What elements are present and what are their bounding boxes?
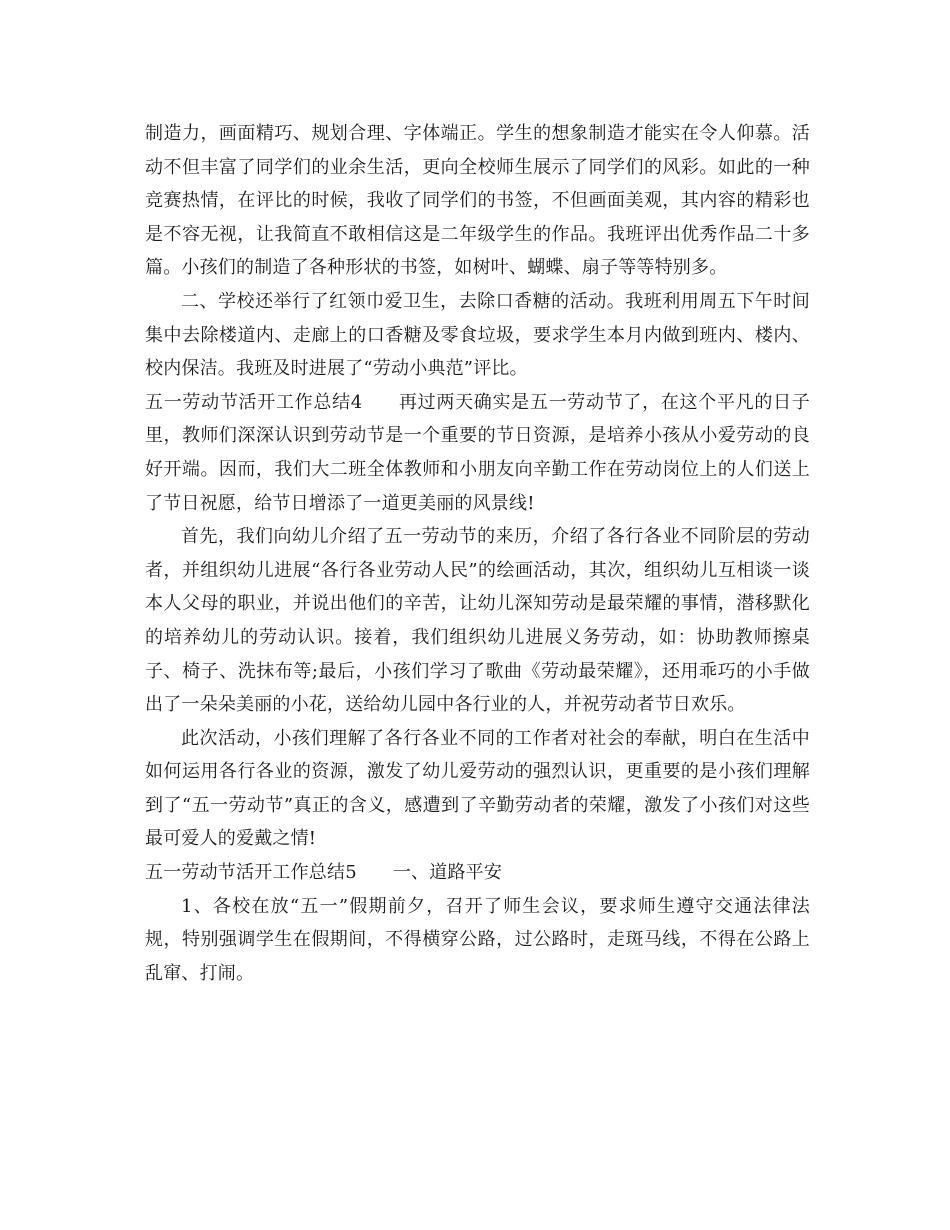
section-4-line — [145, 386, 810, 520]
paragraph-3: 首先，我们向幼儿介绍了五一劳动节的来历，介绍了各行各业不同阶层的劳动者，并组织幼儿进展“各行各业劳动人民”的绘画活动，其次，组织幼儿互相谈一谈本人父母的职业，并说出他们的辛苦，让幼儿深知劳动是最荣耀的事情，潜移默化的培养幼儿的劳动认识。接着，我们组织幼儿进展义务劳动，如：协助教师擦桌子、椅子、洗抹布等;最后，小孩们学习了歌曲《劳动最荣耀》，还用乖巧的小手做出了一朵朵美丽的小花，送给幼儿园中各行业的人，并祝劳动者节日欢乐。 — [145, 526, 810, 716]
section-4-text: 再过两天确实是五一劳动节了，在这个平凡的日子里，教师们深深认识到劳动节是一个重要的节日资源，是培养小孩从小爱劳动的良好开端。因而，我们大二班全体教师和小朋友向辛勤工作在劳动岗位上的人们送上了节日祝愿，给节日增添了一道更美丽的风景线! — [145, 391, 810, 514]
paragraph-1: 制造力，画面精巧、规划合理、字体端正。学生的想象制造才能实在令人仰慕。活动不但丰富了同学们的业余生活，更向全校师生展示了同学们的风彩。如此的一种竞赛热情，在评比的时候，我收了同学们的书签，不但画面美观，其内容的精彩也是不容无视，让我简直不敢相信这是二年级学生的作品。我班评出优秀作品二十多篇。小孩们的制造了各种形状的书签，如树叶、蝴蝶、扇子等等特别多。 — [145, 123, 810, 279]
document-body — [145, 117, 810, 990]
paragraph-2: 二、学校还举行了红领巾爱卫生，去除口香糖的活动。我班利用周五下午时间集中去除楼道内、走廊上的口香糖及零食垃圾，要求学生本月内做到班内、楼内、校内保洁。我班及时进展了“劳动小典范”评比。 — [145, 290, 810, 380]
section-5-line — [145, 856, 810, 890]
section-5-title: 五一劳动节活开工作总结5 — [145, 862, 357, 884]
section-5-text: 一、道路平安 — [392, 862, 503, 884]
paragraph-4: 此次活动，小孩们理解了各行各业不同的工作者对社会的奉献，明白在生活中如何运用各行各业的资源，激发了幼儿爱劳动的强烈认识，更重要的是小孩们理解到了“五一劳动节”真正的含义，感遭到了辛勤劳动者的荣耀，激发了小孩们对这些最可爱人的爱戴之情! — [145, 727, 810, 850]
paragraph-5: 1、各校在放“五一”假期前夕，召开了师生会议，要求师生遵守交通法律法规，特别强调学生在假期间，不得横穿公路，过公路时，走斑马线，不得在公路上乱窜、打闹。 — [145, 895, 810, 984]
section-4-title: 五一劳动节活开工作总结4 — [145, 391, 363, 413]
